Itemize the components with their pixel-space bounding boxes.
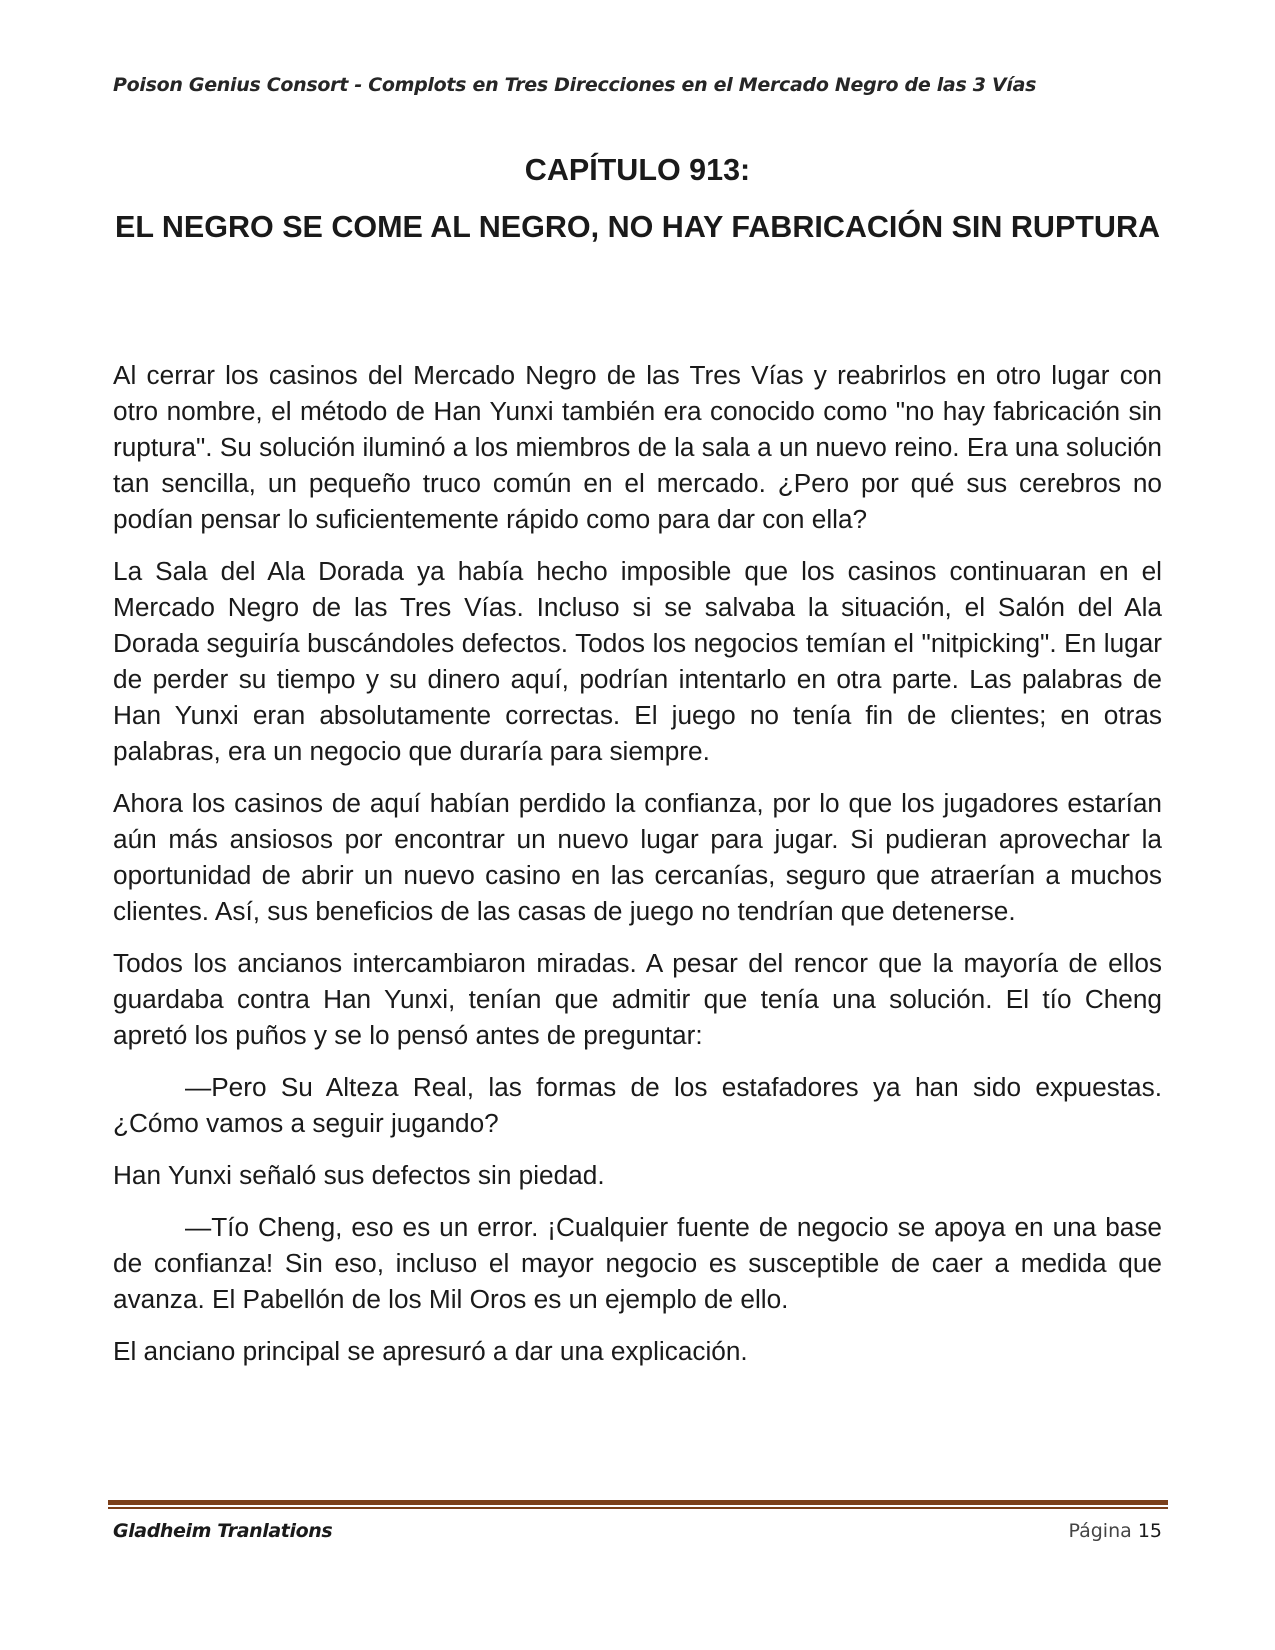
paragraph: El anciano principal se apresuró a dar una explicación. (113, 1336, 748, 1366)
page-label: Página (1068, 1520, 1132, 1542)
dialogue-paragraph: —Tío Cheng, eso es un error. ¡Cualquier fuente de negocio se apoya en una base de confianza! Sin eso, incluso el mayor negocio es susceptible de caer a medida que avanza. El Pabellón de los Mil Oros es un ejemplo de ello. (113, 1212, 1162, 1314)
footer-credit: Gladheim Tranlations (113, 1520, 333, 1542)
paragraph: Todos los ancianos intercambiaron miradas. A pesar del rencor que la mayoría de ellos guardaba contra Han Yunxi, tenían que admitir que tenía una solución. El tío Cheng apretó los puños y se lo pensó antes de preguntar: (113, 948, 1162, 1050)
paragraph: Al cerrar los casinos del Mercado Negro de las Tres Vías y reabrirlos en otro lugar con otro nombre, el método de Han Yunxi también era conocido como "no hay fabricación sin ruptura". Su solución iluminó a los miembros de la sala a un nuevo reino. Era una solución tan sencilla, un pequeño truco común en el mercado. ¿Pero por qué sus cerebros no podían pensar lo suficientemente rápido como para dar con ella? (113, 360, 1162, 534)
dialogue-paragraph: —Pero Su Alteza Real, las formas de los estafadores ya han sido expuestas. ¿Cómo vamos a seguir jugando? (113, 1072, 1162, 1138)
footer-divider (108, 1500, 1168, 1510)
paragraph: Ahora los casinos de aquí habían perdido la confianza, por lo que los jugadores estarían aún más ansiosos por encontrar un nuevo lugar para jugar. Si pudieran aprovechar la oportunidad de abrir un nuevo casino en las cercanías, seguro que atraerían a muchos clientes. Así, sus beneficios de las casas de juego no tendrían que detenerse. (113, 788, 1162, 926)
running-header: Poison Genius Consort - Complots en Tres Direcciones en el Mercado Negro de las 3 Vías (113, 74, 1037, 96)
page-number: 15 (1137, 1520, 1162, 1542)
body-text (113, 357, 1162, 1385)
chapter-title: EL NEGRO SE COME AL NEGRO, NO HAY FABRICACIÓN SIN RUPTURA (114, 210, 1161, 244)
chapter-number: CAPÍTULO 913: (524, 153, 751, 187)
paragraph: Han Yunxi señaló sus defectos sin piedad. (113, 1160, 605, 1190)
footer-divider-thin (108, 1507, 1168, 1509)
footer-divider-thick (108, 1500, 1168, 1505)
paragraph: La Sala del Ala Dorada ya había hecho imposible que los casinos continuaran en el Mercado Negro de las Tres Vías. Incluso si se salvaba la situación, el Salón del Ala Dorada seguiría buscándoles defectos. Todos los negocios temían el "nitpicking". En lugar de perder su tiempo y su dinero aquí, podrían intentarlo en otra parte. Las palabras de Han Yunxi eran absolutamente correctas. El juego no tenía fin de clientes; en otras palabras, era un negocio que duraría para siempre. (113, 556, 1162, 766)
page-number-label (1068, 1520, 1162, 1542)
